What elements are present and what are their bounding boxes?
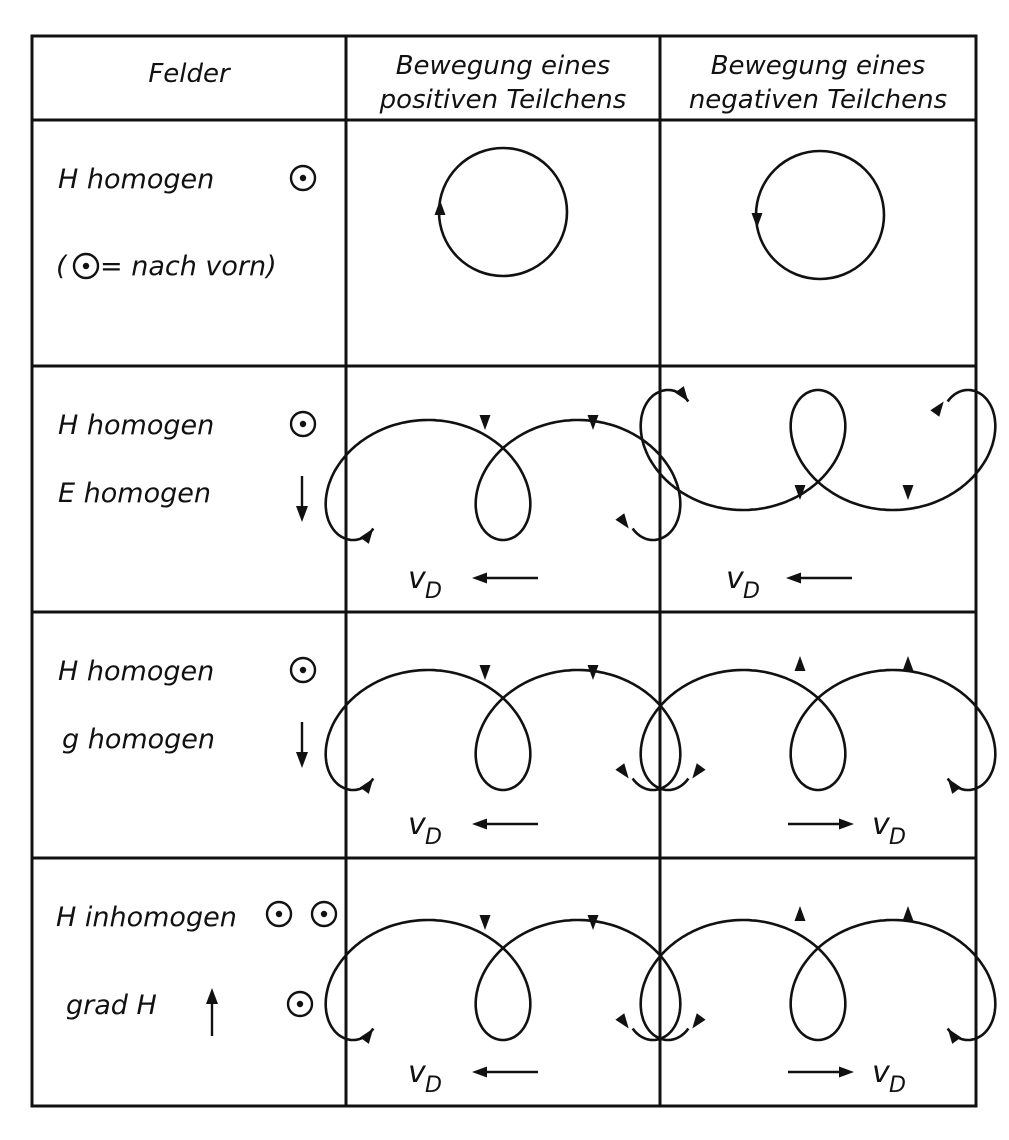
drift-arrow-icon — [839, 819, 854, 830]
row-4-fields — [56, 902, 336, 1036]
negative-drift-indicator — [788, 1055, 906, 1098]
gyration-circle — [756, 151, 884, 279]
positive-drift-indicator — [408, 1055, 538, 1098]
negative-drift-indicator — [788, 807, 906, 850]
trajectory-mid-arrow-icon — [692, 1013, 705, 1028]
trajectory-end-arrow-icon — [360, 1029, 373, 1044]
positive-drift-indicator — [408, 807, 538, 850]
row-2-field-line2: E homogen — [58, 478, 211, 509]
loop-direction-arrow-icon — [795, 656, 806, 671]
row-1-field-line2-end: = nach vorn) — [100, 251, 277, 282]
drift-arrow-icon — [786, 573, 801, 584]
drift-velocity-label: v — [872, 807, 890, 842]
drift-arrow-icon — [472, 1067, 487, 1078]
drift-velocity-subscript: D — [425, 825, 442, 850]
field-out-of-page-icon — [312, 902, 336, 926]
row-1-fields — [56, 164, 315, 282]
row-1-field-line1: H homogen — [58, 164, 215, 195]
trajectory-mid-arrow-icon — [615, 513, 628, 528]
trajectory-mid-arrow-icon — [615, 1013, 628, 1028]
trajectory-path — [641, 390, 996, 510]
field-out-of-page-icon — [291, 412, 315, 436]
negative-drift-trajectory — [641, 906, 996, 1044]
loop-direction-arrow-icon — [480, 415, 491, 430]
trajectory-end-arrow-icon — [360, 529, 373, 544]
positive-drift-trajectory — [326, 665, 681, 794]
loop-direction-arrow-icon — [480, 915, 491, 930]
drift-velocity-subscript: D — [889, 1073, 906, 1098]
drift-velocity-subscript: D — [743, 579, 760, 604]
trajectory-path — [326, 920, 681, 1040]
negative-drift-trajectory — [641, 386, 996, 510]
loop-direction-arrow-icon — [903, 485, 914, 500]
row-4-field-line2: grad H — [66, 990, 157, 1021]
gyration-arrow-icon — [752, 213, 763, 228]
drift-velocity-label: v — [872, 1055, 890, 1090]
trajectory-path — [641, 670, 996, 790]
drift-velocity-subscript: D — [425, 579, 442, 604]
positive-gyration-circle — [435, 148, 568, 276]
trajectory-mid-arrow-icon — [615, 763, 628, 778]
positive-drift-trajectory — [326, 415, 681, 544]
positive-drift-trajectory — [326, 915, 681, 1044]
loop-direction-arrow-icon — [795, 906, 806, 921]
loop-direction-arrow-icon — [903, 906, 914, 921]
loop-direction-arrow-icon — [903, 656, 914, 671]
drift-velocity-label: v — [408, 807, 426, 842]
trajectory-path — [326, 670, 681, 790]
header-felder: Felder — [148, 59, 230, 89]
header-positive-line1: Bewegung eines — [395, 51, 611, 81]
gyration-arrow-icon — [435, 200, 446, 215]
field-out-of-page-icon — [291, 658, 315, 682]
field-out-of-page-icon — [291, 166, 315, 190]
field-down-arrow-icon — [296, 722, 308, 768]
trajectory-end-arrow-icon — [948, 1029, 961, 1044]
trajectory-end-arrow-icon — [360, 779, 373, 794]
drift-arrow-icon — [472, 573, 487, 584]
trajectory-mid-arrow-icon — [692, 763, 705, 778]
row-3-field-line2: g homogen — [62, 724, 216, 755]
legend-out-of-page-icon — [74, 254, 98, 278]
trajectory-mid-arrow-icon — [930, 401, 943, 416]
trajectory-path — [641, 920, 996, 1040]
trajectory-end-arrow-icon — [948, 779, 961, 794]
drift-velocity-label: v — [408, 561, 426, 596]
row-2-fields — [58, 410, 315, 522]
row-4-field-line1: H inhomogen — [56, 902, 237, 933]
field-out-of-page-icon — [288, 992, 312, 1016]
drift-arrow-icon — [472, 819, 487, 830]
trajectory-end-arrow-icon — [675, 386, 688, 401]
drift-velocity-subscript: D — [425, 1073, 442, 1098]
negative-gyration-circle — [752, 151, 885, 279]
positive-drift-indicator — [408, 561, 538, 604]
gradient-up-arrow-icon — [206, 988, 218, 1036]
loop-direction-arrow-icon — [480, 665, 491, 680]
negative-drift-indicator — [726, 561, 852, 604]
row-3-fields — [58, 656, 315, 768]
negative-drift-trajectory — [641, 656, 996, 794]
trajectory-path — [326, 420, 681, 540]
gyration-circle — [439, 148, 567, 276]
header-positive-line2: positiven Teilchens — [379, 85, 627, 115]
row-1-field-line2-start: ( — [56, 251, 67, 282]
drift-velocity-label: v — [726, 561, 744, 596]
row-2-field-line1: H homogen — [58, 410, 215, 441]
field-out-of-page-icon — [267, 902, 291, 926]
drift-arrow-icon — [839, 1067, 854, 1078]
row-3-field-line1: H homogen — [58, 656, 215, 687]
field-down-arrow-icon — [296, 476, 308, 522]
table-header — [148, 51, 947, 115]
drift-velocity-label: v — [408, 1055, 426, 1090]
drift-velocity-subscript: D — [889, 825, 906, 850]
header-negative-line2: negativen Teilchens — [688, 85, 948, 115]
header-negative-line1: Bewegung eines — [710, 51, 926, 81]
